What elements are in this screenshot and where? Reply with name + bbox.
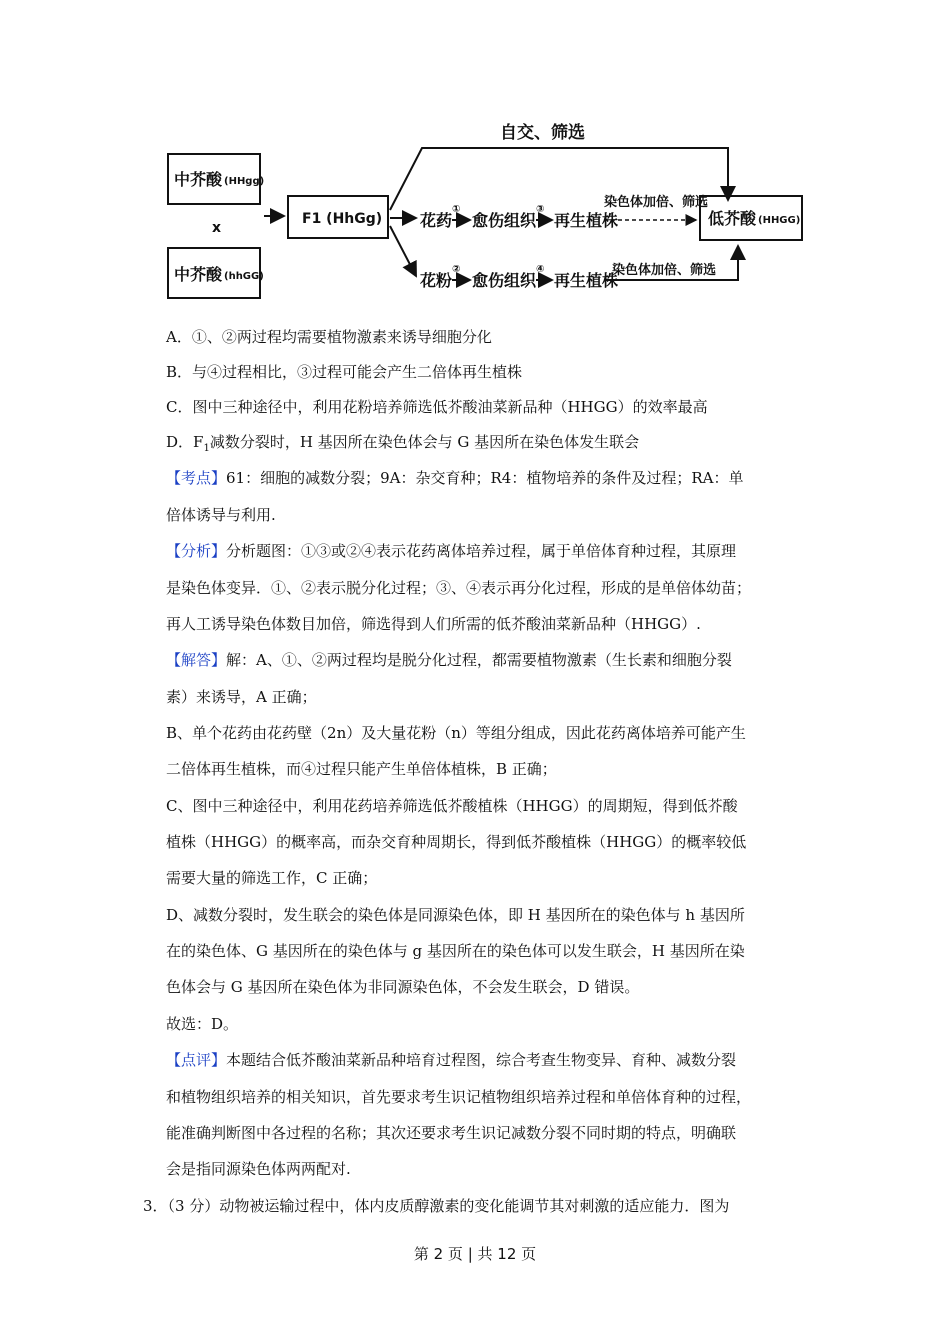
dianping-text-1: 本题结合低芥酸油菜新品种培育过程图，综合考查生物变异、育种、减数分裂 (226, 1051, 737, 1069)
double-label-1: 染色体加倍、筛选 (604, 195, 709, 210)
f1-label: F1 (HhGg) (302, 211, 383, 227)
dianping-line-1 (166, 1049, 736, 1071)
jieda-line-5: C、图中三种途径中，利用花药培养筛选低芥酸植株（HHGG）的周期短，得到低芥酸 (166, 797, 738, 815)
step1-label: ① (452, 204, 461, 215)
fenxi-tag: 【分析】 (166, 542, 227, 560)
option-d-subscript: 1 (203, 443, 210, 454)
pollen-label: 花粉 (420, 271, 453, 290)
parent1-genotype: (HHgg) (224, 176, 265, 187)
callus-label-2: 愈伤组织 (472, 271, 537, 290)
kaodian-text-1: 61：细胞的减数分裂；9A：杂交育种；R4：植物培养的条件及过程；RA：单 (226, 469, 744, 487)
parent2-genotype: (hhGG) (224, 271, 264, 282)
jieda-line-10: 色体会与 G 基因所在染色体为非同源染色体，不会发生联会，D 错误。 (166, 978, 640, 996)
jieda-tag: 【解答】 (166, 651, 227, 669)
fenxi-line-2: 是染色体变异．①、②表示脱分化过程；③、④表示再分化过程，形成的是单倍体幼苗； (166, 579, 752, 597)
jieda-line-2: 素）来诱导，A 正确； (166, 688, 317, 706)
option-d-text: 减数分裂时，H 基因所在染色体会与 G 基因所在染色体发生联会 (209, 433, 640, 451)
fenxi-line-3: 再人工诱导染色体数目加倍，筛选得到人们所需的低芥酸油菜新品种（HHGG）. (166, 615, 701, 633)
question-3-text: （3 分）动物被运输过程中，体内皮质醇激素的变化能调节其对刺激的适应能力．图为 (167, 1197, 730, 1215)
step4-label: ④ (536, 264, 545, 275)
anther-label: 花药 (420, 211, 453, 230)
parent1-label: 中芥酸 (174, 170, 223, 189)
step3-label: ③ (536, 204, 545, 215)
question-3 (143, 1195, 729, 1217)
double-label-2: 染色体加倍、筛选 (612, 263, 717, 278)
breeding-diagram (160, 108, 820, 303)
parent2-label: 中芥酸 (174, 265, 223, 284)
dianping-line-2: 和植物组织培养的相关知识，首先要求考生识记植物组织培养过程和单倍体育种的过程， (166, 1088, 752, 1106)
option-d-prefix: D．F (166, 433, 204, 451)
question-3-number: 3． (143, 1197, 168, 1215)
jieda-line-8: D、减数分裂时，发生联会的染色体是同源染色体，即 H 基因所在的染色体与 h 基因所 (166, 906, 745, 924)
option-d (166, 431, 639, 460)
dianping-tag: 【点评】 (166, 1051, 227, 1069)
target-genotype: (HHGG) (758, 215, 801, 226)
jieda-line-1 (166, 649, 732, 671)
jieda-line-7: 需要大量的筛选工作，C 正确； (166, 869, 378, 887)
breeding-flowchart (160, 108, 820, 303)
top-route-label: 自交、筛选 (500, 123, 585, 143)
fenxi-line-1 (166, 540, 736, 562)
cross-symbol: x (212, 220, 222, 236)
regen-label-2: 再生植株 (554, 271, 619, 290)
dianping-line-4: 会是指同源染色体两两配对. (166, 1160, 351, 1178)
jieda-line-4: 二倍体再生植株，而④过程只能产生单倍体植株，B 正确； (166, 760, 557, 778)
step2-label: ② (452, 264, 461, 275)
dianping-line-3: 能准确判断图中各过程的名称；其次还要求考生识记减数分裂不同时期的特点，明确联 (166, 1124, 737, 1142)
target-label: 低芥酸 (708, 209, 757, 228)
callus-label-1: 愈伤组织 (472, 211, 537, 230)
regen-label-1: 再生植株 (554, 211, 619, 230)
kaodian-line-2: 倍体诱导与利用. (166, 506, 276, 524)
fenxi-text-1: 分析题图：①③或②④表示花药离体培养过程，属于单倍体育种过程，其原理 (226, 542, 737, 560)
kaodian-line-1 (166, 467, 743, 489)
page-footer: 第 2 页 | 共 12 页 (413, 1245, 537, 1263)
option-c: C．图中三种途径中，利用花粉培养筛选低芥酸油菜新品种（HHGG）的效率最高 (166, 398, 708, 416)
jieda-text-1: 解：A、①、②两过程均是脱分化过程，都需要植物激素（生长素和细胞分裂 (226, 651, 732, 669)
jieda-line-3: B、单个花药由花药壁（2n）及大量花粉（n）等组分组成，因此花药离体培养可能产生 (166, 724, 746, 742)
option-b: B．与④过程相比，③过程可能会产生二倍体再生植株 (166, 363, 523, 381)
jieda-answer: 故选：D。 (166, 1015, 239, 1033)
jieda-line-9: 在的染色体、G 基因所在的染色体与 g 基因所在的染色体可以发生联会，H 基因所在染 (166, 942, 745, 960)
jieda-line-6: 植株（HHGG）的概率高，而杂交育种周期长，得到低芥酸植株（HHGG）的概率较低 (166, 833, 747, 851)
option-a: A．①、②两过程均需要植物激素来诱导细胞分化 (166, 328, 492, 346)
kaodian-tag: 【考点】 (166, 469, 227, 487)
